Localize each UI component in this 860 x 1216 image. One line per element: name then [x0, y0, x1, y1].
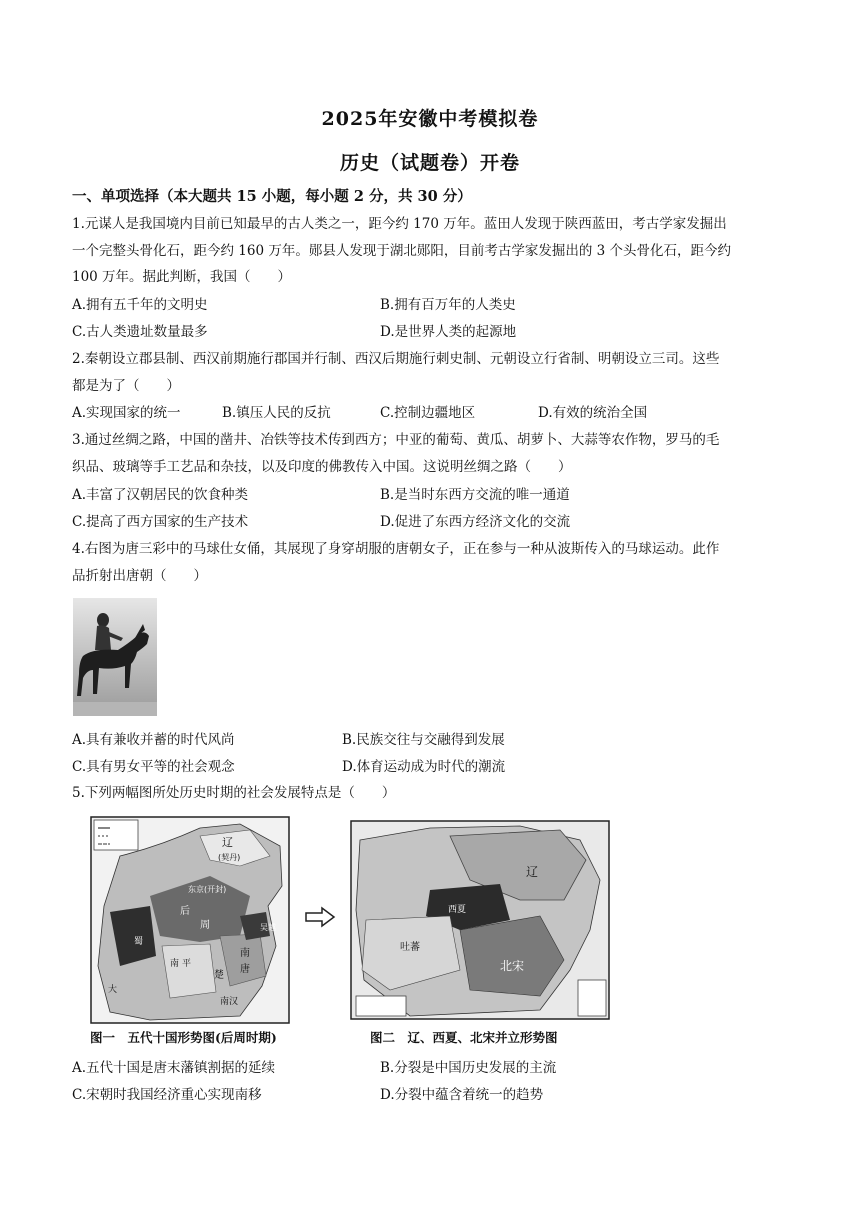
q5-option-b[interactable]: B.分裂是中国历史发展的主流	[380, 1060, 557, 1076]
q5-option-a[interactable]: A.五代十国是唐末藩镇割据的延续	[72, 1060, 276, 1076]
q2-stem-line2: 都是为了（ ）	[72, 378, 180, 394]
map1-label-nanping-2: 平	[182, 959, 192, 969]
map1-label-dongjing: 东京(开封)	[188, 885, 227, 894]
q1-option-a[interactable]: A.拥有五千年的文明史	[72, 297, 208, 313]
q1-stem-line1: 1.元谋人是我国境内目前已知最早的古人类之一，距今约 170 万年。蓝田人发现于陕西蓝田，考古学家发掘出	[72, 216, 727, 232]
map1-label-khitan: (契丹)	[218, 853, 241, 862]
map2-caption: 图二 辽、西夏、北宋并立形势图	[370, 1030, 558, 1045]
q1-stem-line3: 100 万年。据此判断，我国（ ）	[72, 269, 292, 285]
exam-subtitle: 历史（试题卷）开卷	[339, 152, 520, 174]
q4-stem-line1: 4.右图为唐三彩中的马球仕女俑，其展现了身穿胡服的唐朝女子，正在参与一种从波斯传入的马球运动。此作	[72, 541, 720, 557]
q4-option-a[interactable]: A.具有兼收并蓄的时代风尚	[72, 732, 235, 748]
q2-option-d[interactable]: D.有效的统治全国	[538, 405, 648, 421]
map1-caption: 图一 五代十国形势图(后周时期)	[90, 1030, 277, 1045]
q5-option-d[interactable]: D.分裂中蕴含着统一的趋势	[380, 1087, 544, 1103]
arrow-icon	[304, 906, 336, 928]
q3-option-b[interactable]: B.是当时东西方交流的唯一通道	[380, 487, 570, 503]
map1-label-zhou: 周	[200, 920, 210, 931]
map2-label-beisong: 北宋	[500, 959, 525, 973]
map2-label-liao: 辽	[526, 865, 539, 879]
section-heading: 一、单项选择（本大题共 15 小题，每小题 2 分，共 30 分）	[72, 188, 472, 205]
q3-option-a[interactable]: A.丰富了汉朝居民的饮食种类	[72, 487, 249, 503]
map1-label-da: 大	[108, 985, 118, 995]
q5-stem: 5.下列两幅图所处历史时期的社会发展特点是（ ）	[72, 785, 396, 801]
map1-label-chu: 楚	[214, 970, 224, 981]
q1-option-b[interactable]: B.拥有百万年的人类史	[380, 297, 516, 313]
q4-stem-line2: 品折射出唐朝（ ）	[72, 568, 207, 584]
map-five-dynasties	[90, 816, 290, 1024]
q3-option-c[interactable]: C.提高了西方国家的生产技术	[72, 514, 249, 530]
map1-label-nanhan: 南汉	[220, 997, 239, 1007]
exam-title: 2025年安徽中考模拟卷	[321, 108, 539, 130]
map1-label-shu: 蜀	[134, 937, 144, 947]
q5-option-c[interactable]: C.宋朝时我国经济重心实现南移	[72, 1087, 262, 1103]
q4-option-c[interactable]: C.具有男女平等的社会观念	[72, 759, 235, 775]
q2-stem-line1: 2.秦朝设立郡县制、西汉前期施行郡国并行制、西汉后期施行刺史制、元朝设立行省制、明朝设立三司。这些	[72, 351, 720, 367]
q2-option-a[interactable]: A.实现国家的统一	[72, 405, 181, 421]
map1-label-tang: 唐	[240, 964, 250, 975]
q3-option-d[interactable]: D.促进了东西方经济文化的交流	[380, 514, 571, 530]
map1-label-hou: 后	[180, 906, 190, 917]
q4-option-d[interactable]: D.体育运动成为时代的潮流	[342, 759, 506, 775]
q2-option-c[interactable]: C.控制边疆地区	[380, 405, 476, 421]
map1-label-liao: 辽	[222, 836, 233, 849]
polo-figurine-image	[73, 598, 157, 716]
map1-label-wuyue: 吴越	[260, 923, 276, 932]
q2-option-b[interactable]: B.镇压人民的反抗	[222, 405, 331, 421]
q3-stem-line1: 3.通过丝绸之路，中国的凿井、冶铁等技术传到西方；中亚的葡萄、黄瓜、胡萝卜、大蒜等农作物，罗马的毛	[72, 432, 720, 448]
q1-option-c[interactable]: C.古人类遗址数量最多	[72, 324, 208, 340]
q4-option-b[interactable]: B.民族交往与交融得到发展	[342, 732, 505, 748]
q3-stem-line2: 织品、玻璃等手工艺品和杂技，以及印度的佛教传入中国。这说明丝绸之路（ ）	[72, 459, 572, 475]
map-liao-xia-song	[350, 820, 610, 1024]
map1-label-nanping-1: 南	[170, 959, 180, 969]
map2-label-xixia: 西夏	[448, 905, 467, 915]
q1-option-d[interactable]: D.是世界人类的起源地	[380, 324, 517, 340]
q1-stem-line2: 一个完整头骨化石，距今约 160 万年。郧县人发现于湖北郧阳，目前考古学家发掘出的 3 个头骨化石，距今约	[72, 243, 732, 259]
map2-label-tubo: 吐蕃	[400, 942, 420, 953]
map1-label-nan: 南	[240, 948, 250, 959]
